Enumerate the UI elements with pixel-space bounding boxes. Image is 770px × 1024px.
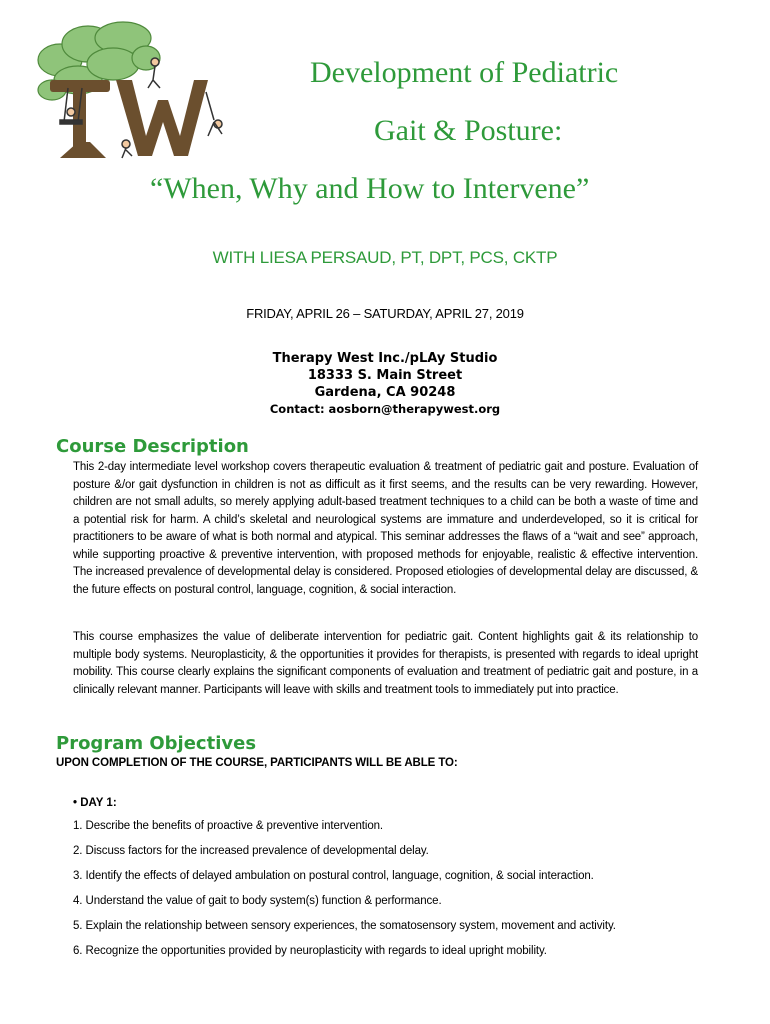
course-description-paragraph-1: This 2-day intermediate level workshop covers therapeutic evaluation & treatment of pediatric gait and posture. Evaluation of posture &/or gait dysfunction in children is not as difficult as it first seems, and the results can be very rewarding. However, children are not small adults, so merely applying adult-based treatment techniques to a child can be both a waste of time and a potential risk for harm. A child’s skeletal and neurological systems are immature and underdeveloped, so it is critical for practitioners to be aware of what is both normal and atypical. This seminar addresses the flaws of a “wait and see” approach, while supporting proactive & preventive intervention, with proposed methods for enjoyable, realistic & effective intervention. The increased prevalence of developmental delay is considered. Proposed etiologies of developmental delay are discussed, & the future effects on postural control, language, cognition, & social interaction. — [73, 461, 698, 596]
objective-item: 4. Understand the value of gait to body system(s) function & performance. — [73, 895, 442, 907]
objective-item: 6. Recognize the opportunities provided by neuroplasticity with regards to ideal upright mobility. — [73, 945, 547, 957]
objective-item: 2. Discuss factors for the increased prevalence of developmental delay. — [73, 845, 429, 857]
day-1-label: • DAY 1: — [73, 797, 117, 809]
venue-contact: Contact: aosborn@therapywest.org — [269, 402, 501, 416]
venue-block — [0, 350, 770, 418]
title-line-2: Gait & Posture: — [374, 114, 563, 147]
venue-city: Gardena, CA 90248 — [314, 385, 456, 400]
course-description-heading: Course Description — [56, 436, 249, 457]
objective-item: 1. Describe the benefits of proactive & preventive intervention. — [73, 820, 384, 832]
presenter-line: WITH LIESA PERSAUD, PT, DPT, PCS, CKTP — [212, 248, 558, 267]
program-objectives-heading: Program Objectives — [56, 733, 257, 754]
venue-name: Therapy West Inc./pLAy Studio — [272, 351, 498, 366]
objective-item: 3. Identify the effects of delayed ambulation on postural control, language, cognition, & social interaction. — [73, 870, 594, 882]
venue-street: 18333 S. Main Street — [307, 368, 463, 383]
objectives-intro: UPON COMPLETION OF THE COURSE, PARTICIPANTS WILL BE ABLE TO: — [56, 757, 458, 769]
objectives-list — [73, 816, 616, 966]
therapy-west-logo — [28, 18, 228, 160]
objective-item: 5. Explain the relationship between sensory experiences, the somatosensory system, movement and activity. — [73, 920, 616, 932]
title-line-3: “When, Why and How to Intervene” — [150, 172, 590, 205]
title-line-1: Development of Pediatric — [310, 56, 619, 89]
course-description-paragraph-2: This course emphasizes the value of deliberate intervention for pediatric gait. Content highlights gait & its relationship to multiple body systems. Neuroplasticity, & the opportunities it provides for therapists, is presented with regards to ideal upright mobility. This course clearly explains the significant components of evaluation and treatment of pediatric gait and posture, in a clinically relevant manner. Participants will leave with skills and treatment tools to immediately put into practice. — [73, 631, 698, 696]
logo-letters: TW — [128, 90, 130, 91]
event-dates: FRIDAY, APRIL 26 – SATURDAY, APRIL 27, 2019 — [246, 306, 524, 321]
